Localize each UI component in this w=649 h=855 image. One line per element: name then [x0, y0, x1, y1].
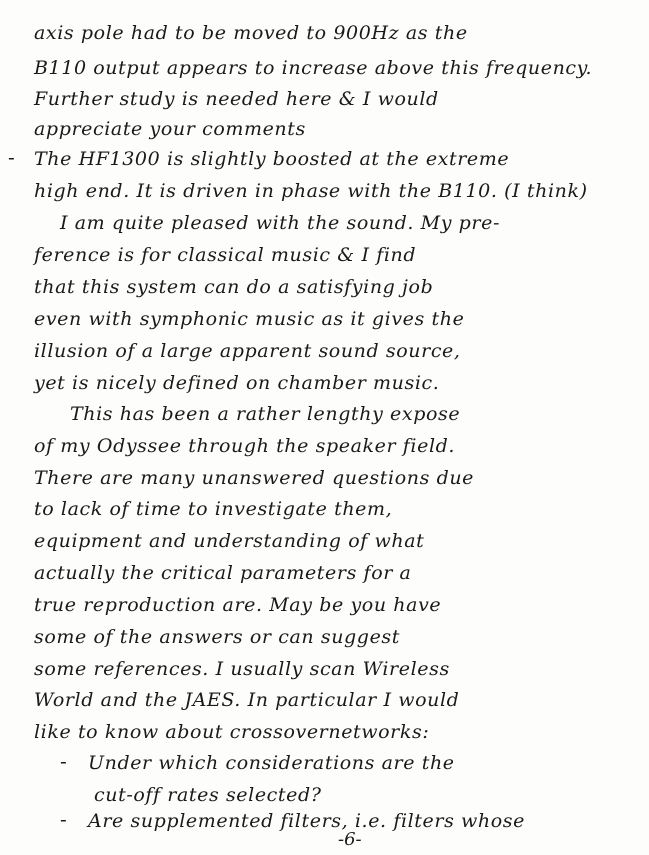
question-line: Under which considerations are the	[88, 752, 455, 774]
text-line: The HF1300 is slightly boosted at the extreme	[34, 148, 510, 170]
question-line: Are supplemented filters, i.e. filters whose	[88, 810, 525, 832]
text-line: that this system can do a satisfying job	[34, 276, 434, 298]
text-line: yet is nicely defined on chamber music.	[34, 372, 440, 394]
list-dash: -	[60, 807, 67, 831]
text-line: equipment and understanding of what	[34, 530, 425, 552]
text-line: high end. It is driven in phase with the B110. (I think)	[34, 180, 588, 202]
text-line: some of the answers or can suggest	[34, 626, 400, 648]
question-line: cut-off rates selected?	[94, 784, 322, 806]
text-line: like to know about crossovernetworks:	[34, 721, 430, 743]
text-line: to lack of time to investigate them,	[34, 498, 393, 520]
text-line: Further study is needed here & I would	[34, 88, 439, 110]
text-line: true reproduction are. May be you have	[34, 594, 442, 616]
list-dash: -	[8, 145, 15, 169]
page-number: -6-	[338, 829, 362, 850]
text-line: illusion of a large apparent sound source,	[34, 340, 461, 362]
text-line: even with symphonic music as it gives the	[34, 308, 465, 330]
text-line: B110 output appears to increase above this frequency.	[34, 57, 593, 79]
list-dash: -	[60, 749, 67, 773]
text-line: of my Odyssee through the speaker field.	[34, 435, 456, 457]
text-line: axis pole had to be moved to 900Hz as the	[34, 22, 468, 44]
text-line: appreciate your comments	[34, 118, 306, 140]
text-line: There are many unanswered questions due	[34, 467, 475, 489]
text-line: ference is for classical music & I find	[34, 244, 417, 266]
text-line: actually the critical parameters for a	[34, 562, 412, 584]
paragraph-start-line: This has been a rather lengthy expose	[70, 403, 461, 425]
text-line: some references. I usually scan Wireless	[34, 658, 450, 680]
paragraph-start-line: I am quite pleased with the sound. My pre-	[60, 212, 500, 234]
text-line: World and the JAES. In particular I would	[34, 689, 460, 711]
